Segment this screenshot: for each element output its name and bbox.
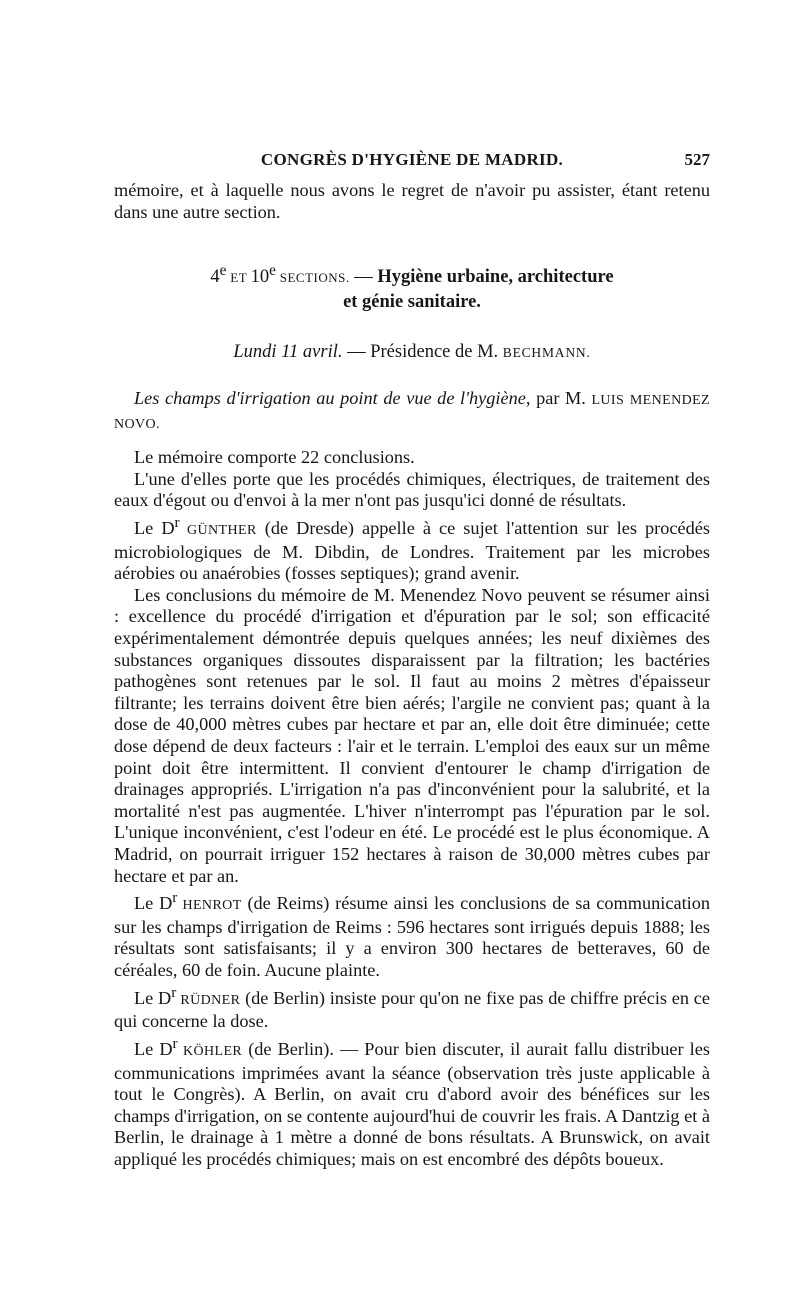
- paragraph-3-text: (de Dresde) appelle à ce sujet l'attention sur les procédés microbiologiques de M. Dibdin, de Londres. Traitement par les microbes aérobies ou anaérobies (fosses septiques); grand avenir.: [114, 518, 710, 584]
- page-header: [114, 150, 710, 174]
- speaker-gunther: GÜNTHER: [179, 523, 257, 538]
- session-line: [114, 342, 710, 364]
- paragraph-5: [114, 887, 710, 981]
- section-conjunction: ET: [226, 270, 251, 286]
- section-number-4-suffix: e: [219, 262, 227, 280]
- session-day: Lundi 11 avril.: [233, 342, 343, 363]
- doctor-prefix: Le D: [134, 987, 172, 1008]
- speaker-henrot: HENROT: [177, 898, 242, 914]
- paragraph-1: Le mémoire comporte 22 conclusions.: [134, 447, 415, 468]
- doctor-prefix: Le D: [134, 893, 173, 914]
- page-number: 527: [684, 150, 710, 169]
- paragraph-7: [114, 1033, 710, 1171]
- section-title-line1: Hygiène urbaine, architecture: [377, 267, 614, 288]
- section-heading: [114, 259, 710, 314]
- speaker-rudner: RÜDNER: [176, 992, 241, 1008]
- section-dash: —: [349, 267, 378, 288]
- paper-author-first: LUIS: [591, 392, 625, 408]
- doctor-suffix: r: [172, 1034, 178, 1052]
- paragraph-6: [114, 982, 710, 1033]
- doctor-suffix: r: [172, 889, 178, 907]
- paragraph-2: L'une d'elles porte que les procédés chimiques, électriques, de traitement des eaux d'égout ou d'envoi à la mer n'ont pas jusqu'ici donné de résultats.: [114, 468, 710, 511]
- section-label: SECTIONS.: [276, 270, 350, 286]
- intro-paragraph: mémoire, et à laquelle nous avons le regret de n'avoir pu assister, étant retenu dans une autre section.: [114, 180, 710, 222]
- paper-author-last: MENENDEZ NOVO.: [114, 392, 710, 432]
- paragraph-4: Les conclusions du mémoire de M. Menendez Novo peuvent se résumer ainsi : excellence du procédé d'irrigation et d'épuration par le sol; son efficacité expérimentalement démontrée depuis quelques années; les neuf dixièmes des substances organiques dissoutes disparaissent par la filtration; les bactéries pathogènes sont retenues par le sol. Il faut au moins 2 mètres d'épaisseur filtrante; les terrains doivent être bien aérés; l'argile ne convient pas; quant à la dose de 40,000 mètres cubes par hectare et par an, elle doit être diminuée; cette dose dépend de deux facteurs : l'air et le terrain. L'emploi des eaux sur un même point doit être intermittent. Il convient d'entourer le champ d'irrigation de drainages appropriés. L'irrigation n'a pas d'inconvénient pour la salubrité, et la mortalité n'est pas augmentée. L'hiver n'interrompt pas l'épuration par le sol. L'unique inconvénient, c'est l'odeur en été. Le procédé est le plus économique. A Madrid, on pourrait irriguer 152 hectares à raison de 30,000 mètres cubes par hectare et par an.: [114, 584, 710, 886]
- paragraph-7-text: (de Berlin). — Pour bien discuter, il aurait fallu distribuer les communications imprimées avant la séance (observation très juste applicable à tout le Congrès). A Berlin, on avait cru d'abord avoir des bénéfices sur les champs d'irrigation, on se contente aujourd'hui de couvrir les frais. A Dantzig et à Berlin, le drainage à 1 mètre a donné de bons résultats. A Brunswick, on avait appliqué les procédés chimiques; mais on est encombré des dépôts boueux.: [114, 1038, 710, 1169]
- section-number-4: 4: [210, 267, 220, 288]
- doctor-suffix: r: [174, 513, 180, 531]
- speaker-kohler: KÖHLER: [177, 1043, 243, 1059]
- doctor-prefix: Le D: [134, 518, 175, 538]
- section-number-10-suffix: e: [269, 262, 277, 280]
- paragraph-3: [114, 512, 710, 585]
- paper-title-text: Les champs d'irrigation au point de vue de l'hygiène: [134, 387, 526, 408]
- spacer: [114, 435, 710, 447]
- paper-by: , par M.: [525, 387, 592, 408]
- doctor-suffix: r: [171, 983, 177, 1001]
- doctor-prefix: Le D: [134, 1038, 173, 1059]
- session-president: BECHMANN.: [502, 345, 591, 361]
- running-title: CONGRÈS D'HYGIÈNE DE MADRID.: [260, 150, 564, 169]
- page-body: [114, 180, 710, 1171]
- paper-title: [114, 388, 710, 435]
- paragraph-5-text: (de Reims) résume ainsi les conclusions de sa communication sur les champs d'irrigation de Reims : 596 hectares sont irrigués depuis 1888; les résultats sont satisfaisants; il y a environ 300 hectares de betteraves, 60 de céréales, 60 de foin. Aucune plainte.: [114, 893, 711, 980]
- session-presidence: — Présidence de M.: [342, 342, 503, 363]
- section-title-line2: et génie sanitaire.: [343, 292, 481, 313]
- paragraph-6-text: (de Berlin) insiste pour qu'on ne fixe pas de chiffre précis en ce qui concerne la dose.: [114, 987, 710, 1032]
- section-number-10: 10: [250, 267, 270, 288]
